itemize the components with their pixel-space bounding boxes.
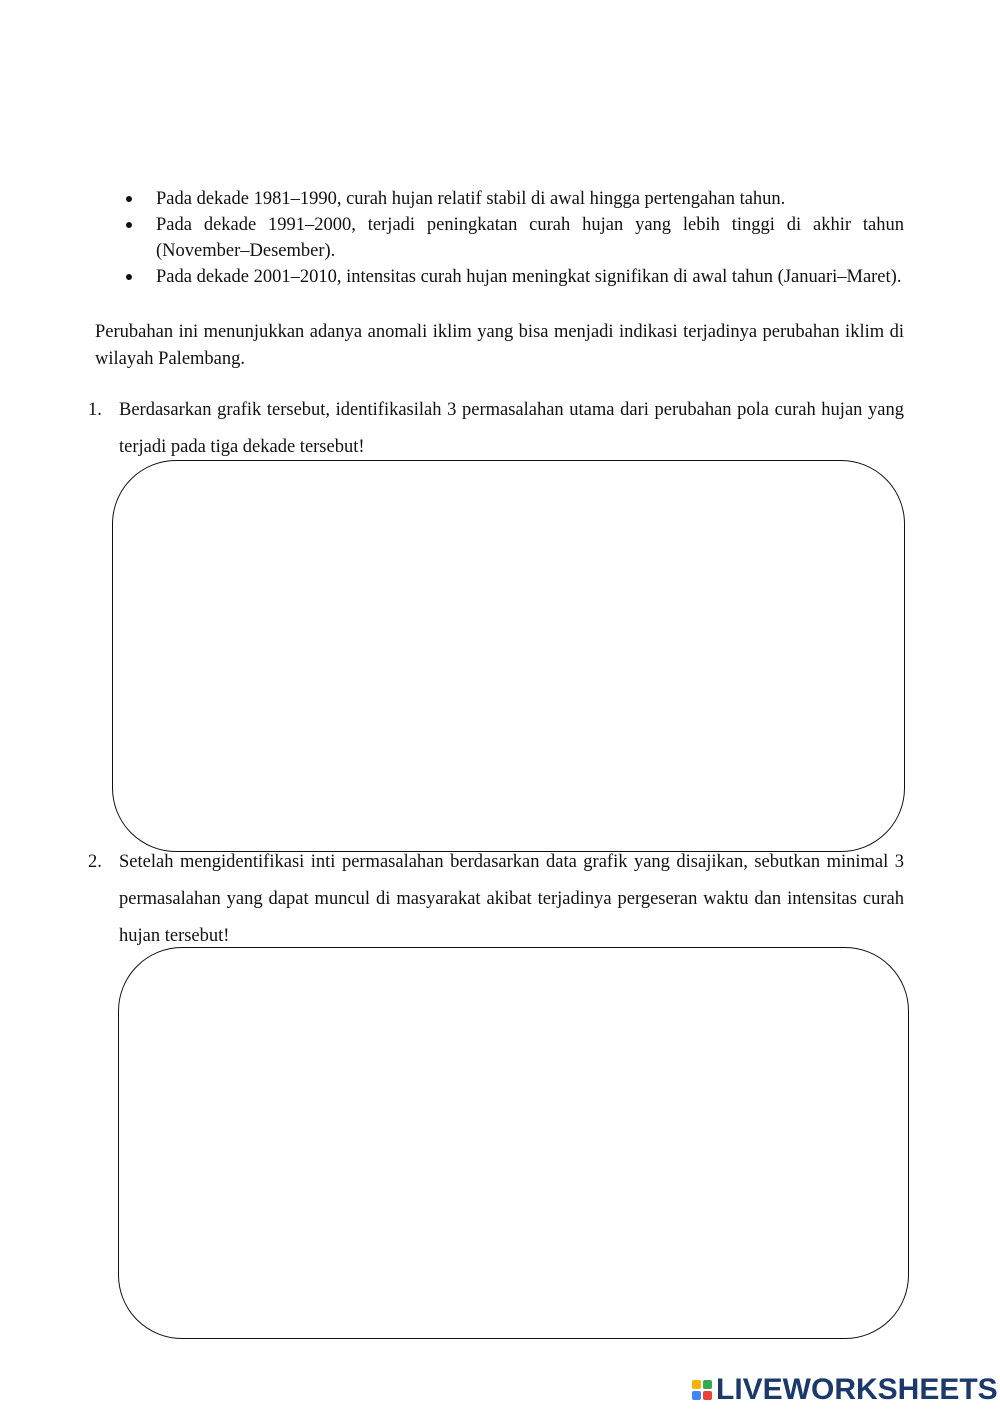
question-2 <box>88 844 904 955</box>
question-number: 2. <box>88 852 102 872</box>
list-item-text: Pada dekade 2001–2010, intensitas curah hujan meningkat signifikan di awal tahun (Januari–Maret). <box>156 267 902 287</box>
liveworksheets-logo-icon <box>692 1380 712 1400</box>
logo-square-icon <box>703 1380 712 1389</box>
liveworksheets-logo <box>692 1374 998 1406</box>
question-text: Berdasarkan grafik tersebut, identifikasilah 3 permasalahan utama dari perubahan pola curah hujan yang terjadi pada tiga dekade tersebut! <box>119 400 904 457</box>
bullet-icon <box>126 274 132 280</box>
list-item-text: Pada dekade 1981–1990, curah hujan relatif stabil di awal hingga pertengahan tahun. <box>156 189 786 209</box>
bullet-icon <box>126 196 132 202</box>
list-item <box>120 264 904 290</box>
list-item <box>120 186 904 212</box>
decade-observation-list <box>120 186 904 290</box>
summary-paragraph: Perubahan ini menunjukkan adanya anomali iklim yang bisa menjadi indikasi terjadinya perubahan iklim di wilayah Palembang. <box>95 322 904 369</box>
question-1 <box>88 392 904 466</box>
logo-square-icon <box>703 1391 712 1400</box>
answer-box-1[interactable] <box>112 460 905 852</box>
list-item <box>120 212 904 264</box>
bullet-icon <box>126 222 132 228</box>
answer-box-2[interactable] <box>118 947 909 1339</box>
logo-square-icon <box>692 1391 701 1400</box>
logo-square-icon <box>692 1380 701 1389</box>
list-item-text: Pada dekade 1991–2000, terjadi peningkatan curah hujan yang lebih tinggi di akhir tahun (November–Desember). <box>156 215 904 261</box>
question-text: Setelah mengidentifikasi inti permasalahan berdasarkan data grafik yang disajikan, sebutkan minimal 3 permasalahan yang dapat muncul di masyarakat akibat terjadinya pergeseran waktu dan intensitas curah hujan tersebut! <box>119 852 904 946</box>
question-number: 1. <box>88 400 102 420</box>
logo-text: LIVEWORKSHEETS <box>716 1373 998 1406</box>
